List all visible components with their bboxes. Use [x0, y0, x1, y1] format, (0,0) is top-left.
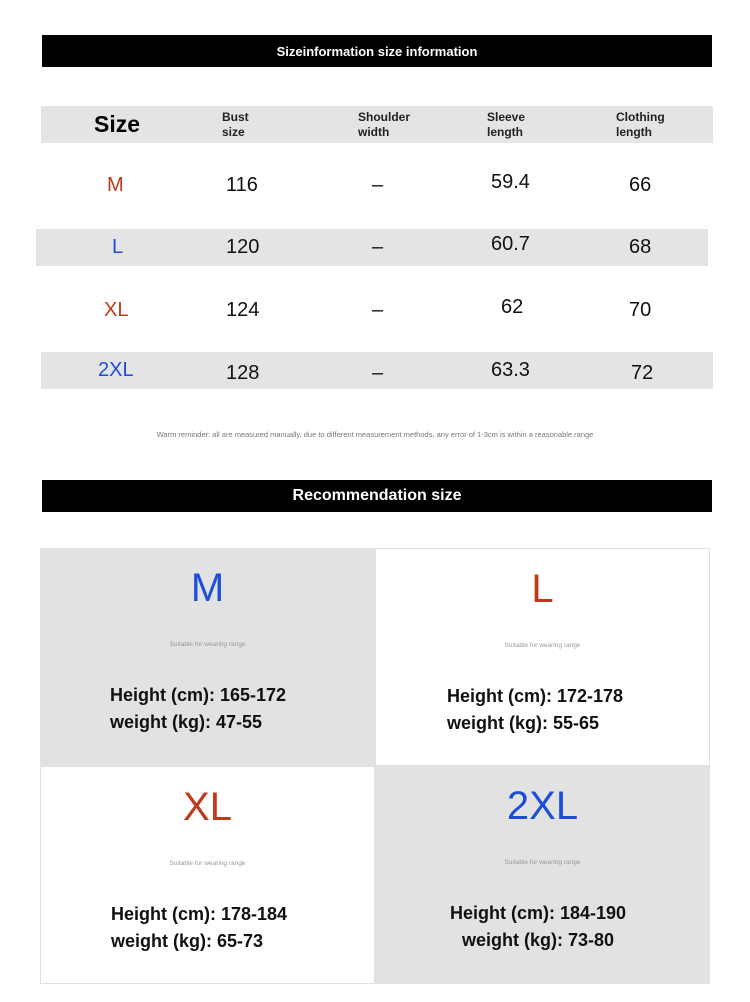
card-measurements — [447, 683, 623, 737]
card-height: Height (cm): 178-184 — [111, 904, 288, 924]
card-weight: weight (kg): 55-65 — [447, 713, 600, 733]
recommendation-card-2xl — [375, 766, 710, 984]
row-bust: 116 — [226, 174, 258, 196]
recommendation-card-l — [375, 548, 710, 766]
row-bust: 124 — [226, 299, 260, 321]
card-measurements — [450, 900, 626, 954]
row-size: XL — [104, 299, 129, 321]
table-row — [41, 167, 713, 204]
header-sleeve: Sleeve length — [487, 109, 526, 139]
row-clothing: 66 — [629, 174, 652, 196]
row-size: L — [112, 236, 124, 258]
card-height: Height (cm): 184-190 — [450, 903, 627, 923]
card-size-label: L — [531, 567, 554, 611]
recommendation-card-m — [40, 548, 375, 766]
card-height: Height (cm): 172-178 — [447, 686, 624, 706]
row-shoulder: – — [372, 174, 384, 196]
table-row — [36, 229, 708, 266]
header-shoulder: Shoulder width — [358, 109, 411, 139]
header-size: Size — [94, 111, 141, 137]
row-size: M — [107, 174, 124, 196]
row-shoulder: – — [372, 362, 384, 384]
card-weight: weight (kg): 65-73 — [111, 931, 264, 951]
card-subtitle: Suitable for wearing range — [504, 859, 581, 866]
measurement-reminder: Warm reminder: all are measured manually. due to different measurement methods, any error of 1-3cm is within a reasonable range — [156, 430, 594, 439]
card-weight: weight (kg): 73-80 — [462, 930, 615, 950]
row-size: 2XL — [98, 359, 134, 381]
row-bust: 128 — [226, 362, 260, 384]
card-subtitle: Suitable for wearing range — [169, 641, 246, 648]
size-information-banner — [42, 35, 712, 67]
card-subtitle: Suitable for wearing range — [504, 642, 581, 649]
table-row — [41, 352, 713, 389]
row-bust: 120 — [226, 236, 260, 258]
card-measurements — [111, 901, 287, 955]
size-table-header — [41, 106, 713, 143]
row-shoulder: – — [372, 299, 384, 321]
card-size-label: 2XL — [506, 784, 579, 828]
row-sleeve: 59.4 — [491, 171, 530, 193]
row-clothing: 72 — [631, 362, 654, 384]
row-sleeve: 60.7 — [491, 233, 530, 255]
header-clothing: Clothing length — [616, 109, 665, 139]
row-clothing: 68 — [629, 236, 652, 258]
card-weight: weight (kg): 47-55 — [110, 712, 263, 732]
row-sleeve: 63.3 — [491, 359, 530, 381]
row-sleeve: 62 — [501, 296, 524, 318]
size-information-title: Sizeinformation size information — [276, 43, 478, 59]
card-measurements — [110, 682, 286, 736]
recommendation-banner — [42, 480, 712, 512]
card-size-label: M — [190, 566, 225, 610]
row-shoulder: – — [372, 236, 384, 258]
row-clothing: 70 — [629, 299, 652, 321]
header-bust: Bust size — [222, 109, 249, 139]
recommendation-title: Recommendation size — [292, 487, 462, 504]
card-size-label: XL — [183, 785, 232, 829]
table-row — [41, 292, 713, 329]
recommendation-card-xl — [40, 766, 375, 984]
card-height: Height (cm): 165-172 — [110, 685, 287, 705]
card-subtitle: Suitable for wearing range — [169, 860, 246, 867]
